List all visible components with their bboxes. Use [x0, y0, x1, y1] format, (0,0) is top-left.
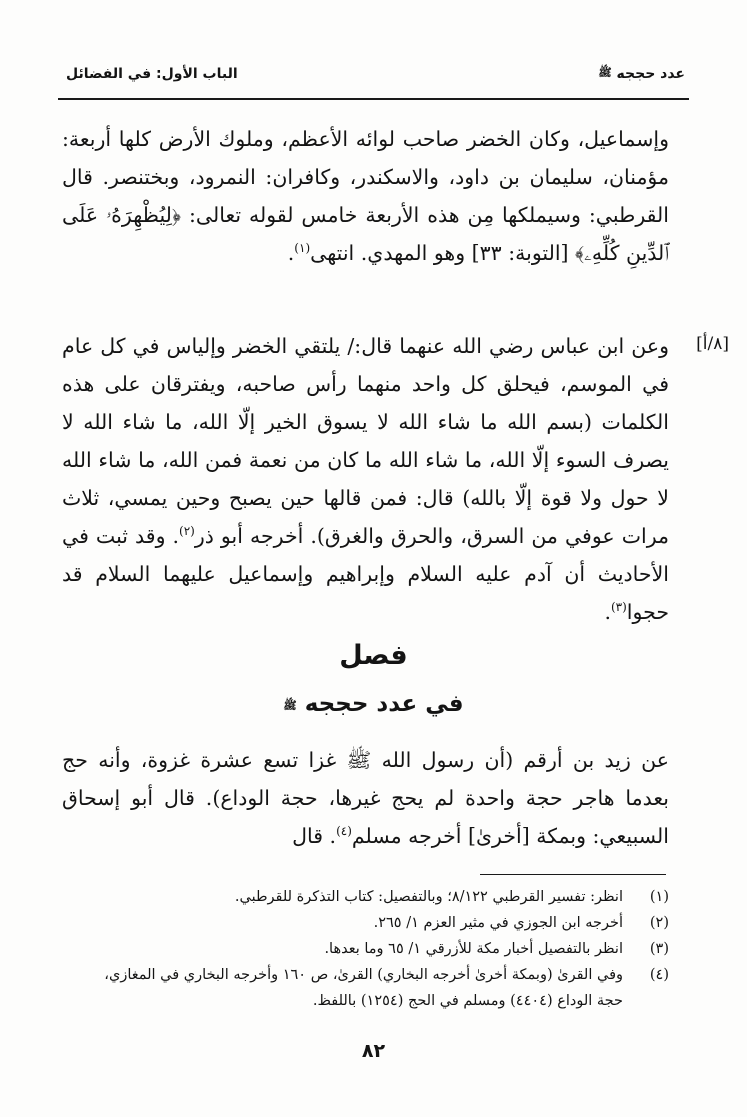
- footnote-text: وفي القرىٰ (وبمكة أخرىٰ أخرجه البخاري) القرىٰ، ص ١٦٠ وأخرجه البخاري في المغازي، حجة الوداع (٤٤٠٤) ومسلم في الحج (١٢٥٤) باللفظ.: [104, 967, 623, 1009]
- header-section-title: عدد حججه ﷺ: [598, 66, 685, 82]
- footnote-ref-2: (٢): [179, 524, 195, 539]
- footnote-ref-1: (١): [294, 241, 311, 256]
- footnote-number: (٢): [649, 915, 669, 931]
- paragraph-2: وعن ابن عباس رضي الله عنهما قال:/ يلتقي الخضر وإلياس في كل عام في الموسم، فيحلق كل واحد منهما رأس صاحبه، ويفترقان على هذه الكلمات (بسم الله ما شاء الله لا يسوق الخير إلّا الله، ما شاء الله لا يصرف السوء إلّا الله، ما شاء الله ما كان من نعمة فمن الله، ما شاء الله لا حول ولا قوة إلّا بالله) قال: فمن قالها حين يصبح وحين يمسي، ثلاث مرات عوفي من السرق، والحرق والغرق). أخرجه أبو ذر$^{(٢)}$. وقد ثبت في الأحاديث أن آدم عليه السلام وإبراهيم وإسماعيل عليهما السلام قد حجوا$^{(٣)}$.: [62, 334, 669, 624]
- manuscript-folio-marker: [٨/أ]: [696, 334, 729, 354]
- footnote: [100, 962, 669, 1014]
- paragraph-1: وإسماعيل، وكان الخضر صاحب لوائه الأعظم، وملوك الأرض كلها أربعة: مؤمنان، سليمان بن داود، والاسكندر، وكافران: النمرود، وبختنصر. قال القرطبي: وسيملكها مِن هذه الأربعة خامس لقوله تعالى: ﴿لِيُظْهِرَهُۥ عَلَى ٱلدِّينِ كُلِّهِۦ﴾ [التوبة: ٣٣] وهو المهدي. انتهى$^{(١)}$.: [62, 127, 669, 265]
- salutation-symbol: ﷺ: [598, 66, 612, 79]
- section-subheading: في عدد حججه ﷺ: [283, 691, 464, 717]
- footnote: [100, 936, 669, 962]
- salutation-symbol: ﷺ: [283, 699, 297, 712]
- footnote-text: أخرجه ابن الجوزي في مثير العزم ١/ ٢٦٥.: [373, 915, 623, 931]
- footnote-number: (٣): [649, 941, 669, 957]
- footnote-ref-3: (٣): [610, 600, 627, 615]
- footnote: [100, 884, 669, 910]
- footnote-number: (١): [649, 889, 669, 905]
- footnote-text: انظر: تفسير القرطبي ٨/١٢٢؛ وبالتفصيل: كتاب التذكرة للقرطبي.: [234, 889, 623, 905]
- running-header: [58, 54, 689, 100]
- section-heading: فصل: [339, 640, 408, 671]
- footnote-text: انظر بالتفصيل أخبار مكة للأزرقي ١/ ٦٥ وما بعدها.: [324, 941, 623, 957]
- paragraph-3: عن زيد بن أرقم (أن رسول الله ﷺ غزا تسع عشرة غزوة، وأنه حج بعدما هاجر حجة واحدة لم يحج غيرها، حجة الوداع). قال أبو إسحاق السبيعي: وبمكة [أخرىٰ] أخرجه مسلم$^{(٤)}$. قال: [62, 748, 669, 848]
- footnote-number: (٤): [649, 967, 669, 983]
- header-chapter-title: الباب الأول: في الفضائل: [66, 66, 238, 82]
- footnote-ref-4: (٤): [336, 824, 352, 839]
- footnotes: [100, 884, 669, 1014]
- footnote: [100, 910, 669, 936]
- page-number: ٨٢: [361, 1040, 386, 1062]
- footnote-separator: [480, 874, 666, 875]
